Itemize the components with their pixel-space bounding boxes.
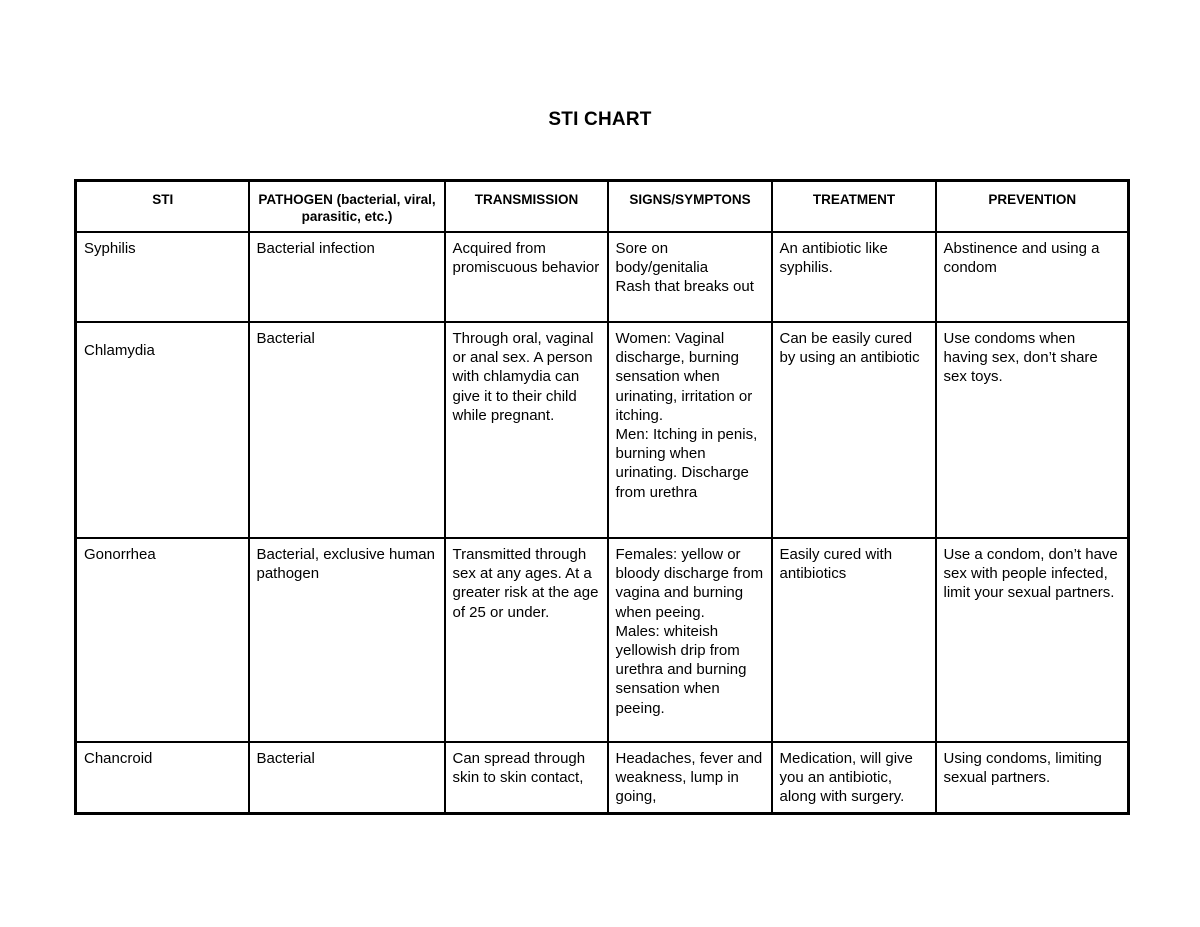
cell-treatment <box>772 538 936 742</box>
cell-transmission <box>445 742 608 814</box>
table-row <box>76 232 1129 322</box>
cell-signs <box>608 232 772 322</box>
cell-pathogen <box>249 232 445 322</box>
cell-text: Use condoms when having sex, don’t share sex toys. <box>943 330 1098 386</box>
cell-text: Females: yellow or bloody discharge from vagina and burning when peeing. Males: whiteish yellowish drip from urethra and burning sensation when peeing. <box>615 546 764 717</box>
cell-prevention <box>936 538 1129 742</box>
cell-text: Gonorrhea <box>84 546 156 563</box>
table-header-row <box>76 181 1129 233</box>
page-title: STI CHART <box>548 109 652 130</box>
cell-text: Through oral, vaginal or anal sex. A person with chlamydia can give it to their child while pregnant. <box>452 330 594 424</box>
cell-pathogen <box>249 742 445 814</box>
cell-transmission <box>445 538 608 742</box>
cell-text: Can be easily cured by using an antibiotic <box>779 330 920 367</box>
cell-text: Abstinence and using a condom <box>943 240 1100 277</box>
cell-text: Chancroid <box>84 750 153 767</box>
table-row <box>76 322 1129 538</box>
cell-text: Medication, will give you an antibiotic, along with surgery. <box>779 750 913 806</box>
cell-text: Bacterial, exclusive human pathogen <box>256 546 435 583</box>
table-row <box>76 742 1129 814</box>
cell-text: Syphilis <box>84 240 136 257</box>
cell-signs <box>608 742 772 814</box>
column-header-signs-symptoms: SIGNS/SYMPTONS <box>608 181 772 233</box>
cell-text: Bacterial <box>256 330 315 347</box>
sti-table <box>74 179 1130 815</box>
cell-text: Use a condom, don’t have sex with people infected, limit your sexual partners. <box>943 546 1118 602</box>
cell-text: Bacterial <box>256 750 315 767</box>
cell-pathogen <box>249 538 445 742</box>
cell-text: Sore on body/genitalia Rash that breaks out <box>615 240 754 296</box>
cell-sti <box>76 742 249 814</box>
column-header-treatment: TREATMENT <box>772 181 936 233</box>
table-row <box>76 538 1129 742</box>
cell-text: Women: Vaginal discharge, burning sensation when urinating, irritation or itching. Men: Itching in penis, burning when urinating. Discharge from urethra <box>615 330 758 501</box>
cell-signs <box>608 322 772 538</box>
cell-prevention <box>936 232 1129 322</box>
cell-text: Using condoms, limiting sexual partners. <box>943 750 1102 787</box>
cell-text: Acquired from promiscuous behavior <box>452 240 600 277</box>
column-header-pathogen: PATHOGEN (bacterial, viral, parasitic, etc.) <box>249 181 445 233</box>
cell-transmission <box>445 322 608 538</box>
column-header-prevention: PREVENTION <box>936 181 1129 233</box>
cell-text: Bacterial infection <box>256 240 375 257</box>
cell-transmission <box>445 232 608 322</box>
cell-prevention <box>936 322 1129 538</box>
cell-pathogen <box>249 322 445 538</box>
cell-signs <box>608 538 772 742</box>
cell-prevention <box>936 742 1129 814</box>
cell-text: Can spread through skin to skin contact, <box>452 750 586 787</box>
cell-text: Headaches, fever and weakness, lump in going, <box>615 750 763 806</box>
cell-text: Chlamydia <box>84 342 155 359</box>
column-header-transmission: TRANSMISSION <box>445 181 608 233</box>
column-header-sti: STI <box>76 181 249 233</box>
cell-sti <box>76 322 249 538</box>
cell-text: Transmitted through sex at any ages. At a greater risk at the age of 25 or under. <box>452 546 599 621</box>
cell-text: An antibiotic like syphilis. <box>779 240 888 277</box>
cell-sti <box>76 232 249 322</box>
cell-treatment <box>772 742 936 814</box>
cell-sti <box>76 538 249 742</box>
cell-treatment <box>772 322 936 538</box>
cell-text: Easily cured with antibiotics <box>779 546 893 583</box>
cell-treatment <box>772 232 936 322</box>
